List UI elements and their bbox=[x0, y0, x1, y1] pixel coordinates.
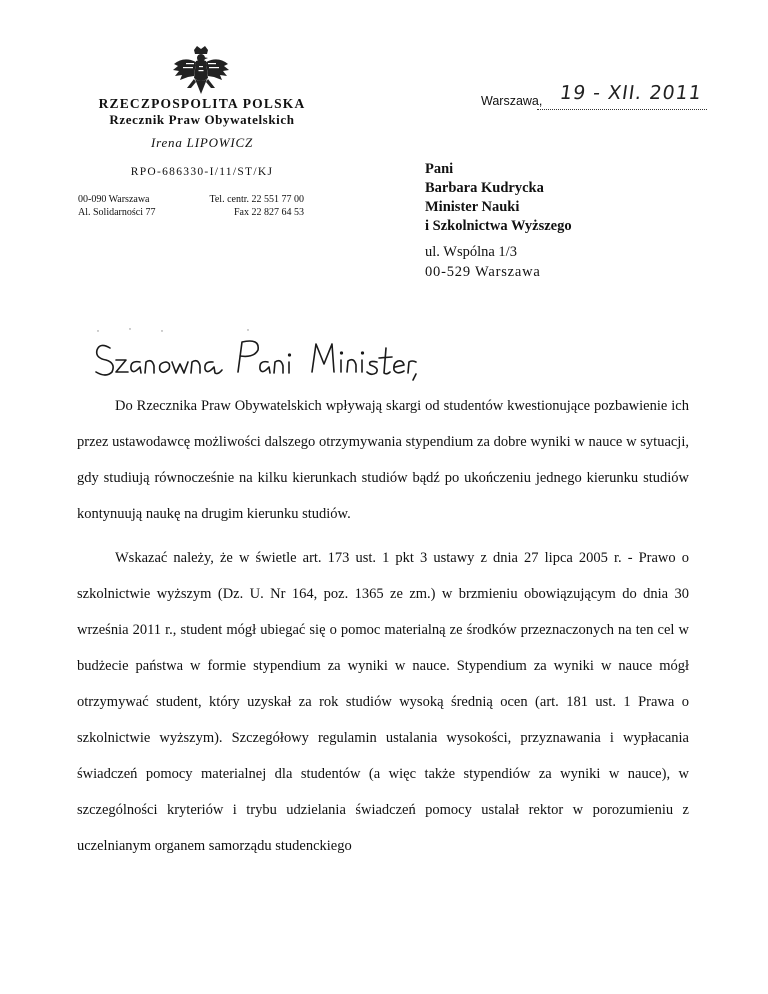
letter-body bbox=[77, 388, 689, 864]
handwritten-salutation bbox=[92, 322, 422, 384]
sender-fax: Fax 22 827 64 53 bbox=[234, 207, 304, 218]
recipient-line: Minister Nauki bbox=[425, 199, 520, 215]
recipient-street: ul. Wspólna 1/3 bbox=[425, 244, 517, 260]
handwritten-date: 19 - XII. 2011 bbox=[558, 82, 704, 104]
recipient-line: Pani bbox=[425, 161, 454, 177]
official-name: Irena LIPOWICZ bbox=[150, 135, 254, 150]
body-paragraph: Wskazać należy, że w świetle art. 173 ust. 1 pkt 3 ustawy z dnia 27 lipca 2005 r. - Prawo o szkolnictwie wyższym (Dz. U. Nr 164, poz. 1365 ze zm.) w brzmieniu obowiązującym do dnia 30 września 2011 r., student mógł ubiegać się o pomoc materialną ze środków przeznaczonych na ten cel w budżecie państwa w formie stypendium za wyniki w nauce. Stypendium za wyniki w nauce mógł otrzymywać student, który uzyskał za rok studiów wysoką średnią ocen (art. 181 ust. 1 Prawa o szkolnictwie wyższym). Szczegółowy regulamin ustalania wysokości, przyznawania i wypłacania świadczeń pomocy materialnej dla studentów (a więc także stypendiów za wyniki w nauce), w szczególności kryteriów i trybu udzielania świadczeń pomocy ustalał rektor w porozumieniu z uczelnianym organem samorządu studenckiego bbox=[77, 550, 689, 854]
sender-address-line: 00-090 Warszawa bbox=[78, 194, 150, 205]
sender-phone: Tel. centr. 22 551 77 00 bbox=[209, 194, 304, 205]
recipient-line: Barbara Kudrycka bbox=[425, 180, 544, 196]
institution-title: RZECZPOSPOLITA POLSKA bbox=[98, 96, 306, 111]
reference-number: RPO-686330-I/11/ST/KJ bbox=[130, 166, 274, 178]
office-name: Rzecznik Praw Obywatelskich bbox=[109, 112, 295, 127]
recipient-postal-city: 00-529 Warszawa bbox=[425, 264, 541, 280]
body-paragraph: Do Rzecznika Praw Obywatelskich wpływają skargi od studentów kwestionujące pozbawienie ich przez ustawodawcę możliwości dalszego otrzymywania stypendium za dobre wyniki w nauce w sytuacji, gdy studiują równocześnie na kilku kierunkach studiów bądź po ukończeniu jednego kierunku studiów kontynuują naukę na drugim kierunku studiów. bbox=[77, 398, 689, 522]
sender-address bbox=[78, 193, 156, 219]
sender-contact bbox=[150, 193, 304, 219]
recipient-block bbox=[425, 160, 572, 236]
recipient-line: i Szkolnictwa Wyższego bbox=[425, 218, 572, 234]
place-label: Warszawa, bbox=[481, 94, 543, 108]
sender-address-line: Al. Solidarności 77 bbox=[78, 207, 156, 218]
polish-eagle-emblem-icon bbox=[172, 46, 230, 98]
